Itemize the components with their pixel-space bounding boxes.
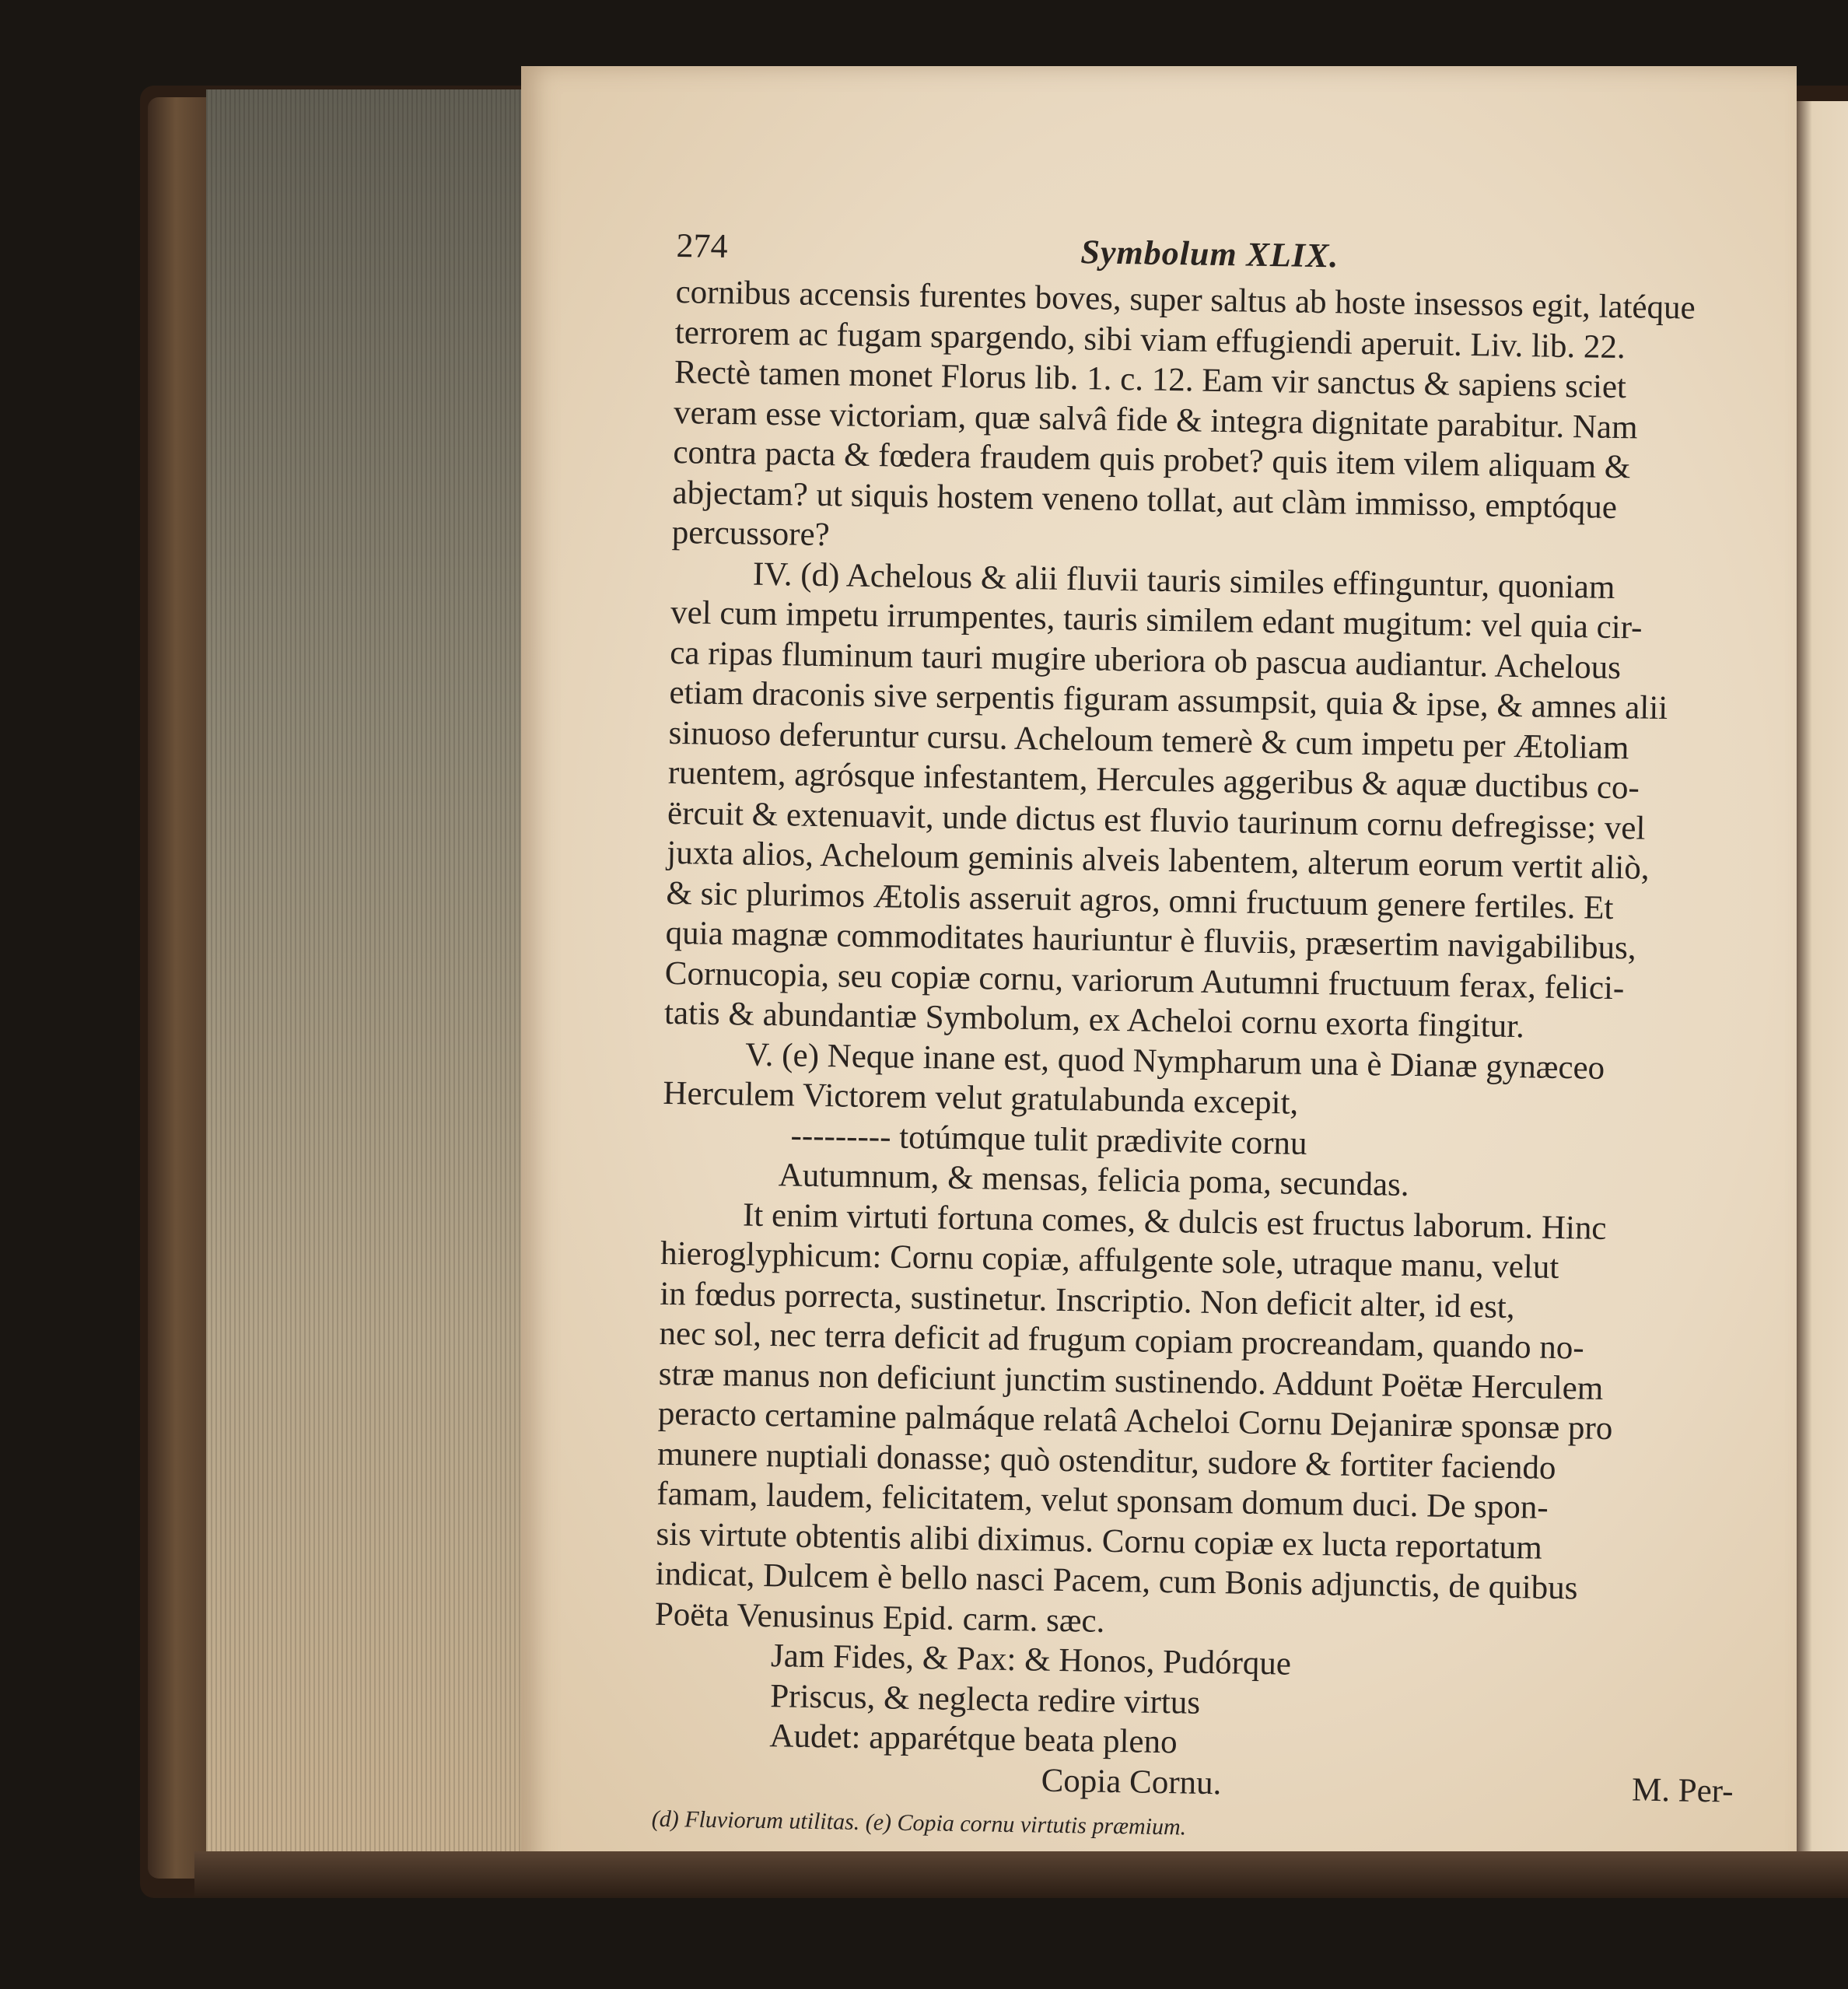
text-line: stræ manus non deficiunt junctim sustinendo. Addunt Poëtæ Herculem — [658, 1355, 1604, 1407]
text-line: ruentem, agrósque infestantem, Hercules aggeribus & aquæ ductibus co- — [667, 754, 1640, 807]
verse-line: --------- totúmque tulit prædivite cornu — [790, 1116, 1307, 1162]
footnotes: (d) Fluviorum utilitas. (e) Copia cornu virtutis præmium. — [651, 1805, 1187, 1840]
text-line: sinuoso deferuntur cursu. Acheloum temerè & cum impetu per Ætoliam — [668, 714, 1629, 766]
text-line: ca ripas fluminum tauri mugire uberiora ob pascua audiantur. Achelous — [670, 634, 1622, 686]
verse-line: Copia Cornu. — [1041, 1762, 1222, 1802]
verse-line: Autumnum, & mensas, felicia poma, secundas. — [778, 1157, 1409, 1203]
text-line: tatis & abundantiæ Symbolum, ex Acheloi cornu exorta fingitur. — [663, 994, 1525, 1045]
text-line: Cornucopia, seu copiæ cornu, variorum Autumni fructuum ferax, felici- — [664, 954, 1625, 1007]
running-title: Symbolum XLIX. — [1080, 233, 1339, 275]
text-line: veram esse victoriam, quæ salvâ fide & integra dignitate parabitur. Nam — [673, 394, 1638, 446]
verse-line: Jam Fides, & Pax: & Honos, Pudórque — [770, 1637, 1292, 1683]
text-line: cornibus accensis furentes boves, super saltus ab hoste insessos egit, latéque — [675, 273, 1696, 327]
text-line: It enim virtuti fortuna comes, & dulcis est fructus laborum. Hinc — [742, 1196, 1607, 1247]
text-line: hieroglyphicum: Cornu copiæ, affulgente sole, utraque manu, velut — [660, 1234, 1559, 1286]
text-line: IV. (d) Achelous & alii fluvii tauris similes effinguntur, quoniam — [752, 555, 1615, 606]
verse-line: Audet: apparétque beata pleno — [769, 1718, 1178, 1761]
text-line: in fœdus porrecta, sustinetur. Inscriptio. Non deficit alter, id est, — [660, 1275, 1515, 1325]
page-text — [651, 226, 1757, 1856]
page-edges — [206, 89, 525, 1863]
text-line: nec sol, nec terra deficit ad frugum copiam procreandam, quando no- — [659, 1315, 1585, 1367]
text-line: munere nuptiali donasse; quò ostenditur, sudore & fortiter faciendo — [656, 1435, 1556, 1486]
text-line: peracto certamine palmáque relatâ Acheloi Cornu Dejaniræ sponsæ pro — [657, 1395, 1613, 1448]
text-line: Rectè tamen monet Florus lib. 1. c. 12. Eam vir sanctus & sapiens sciet — [674, 353, 1627, 406]
text-line: percussore? — [671, 513, 831, 554]
text-line: Poëta Venusinus Epid. carm. sæc. — [654, 1595, 1105, 1640]
text-line: famam, laudem, felicitatem, velut sponsam domum duci. De spon- — [656, 1475, 1549, 1526]
text-line: contra pacta & fœdera fraudem quis probet? quis item vilem aliquam & — [673, 433, 1631, 486]
text-line: vel cum impetu irrumpentes, tauris similem edant mugitum: vel quia cir- — [670, 594, 1643, 646]
verse-line: Priscus, & neglecta redire virtus — [769, 1677, 1201, 1721]
facing-page-edge — [1797, 101, 1848, 1859]
text-line: & sic plurimos Ætolis asseruit agros, omni fructuum genere fertiles. Et — [666, 874, 1614, 926]
text-line: etiam draconis sive serpentis figuram assumpsit, quia & ipse, & amnes alii — [669, 674, 1668, 727]
text-line: ërcuit & extenuavit, unde dictus est fluvio taurinum cornu defregisse; vel — [667, 794, 1646, 847]
page-number: 274 — [676, 226, 728, 266]
text-line: indicat, Dulcem è bello nasci Pacem, cum Bonis adjunctis, de quibus — [655, 1555, 1578, 1607]
text-line: Herculem Victorem velut gratulabunda excepit, — [663, 1074, 1299, 1122]
text-line: terrorem ac fugam spargendo, sibi viam effugiendi aperuit. Liv. lib. 22. — [674, 313, 1626, 366]
text-line: abjectam? ut siquis hostem veneno tollat, aut clàm immisso, emptóque — [672, 474, 1618, 526]
text-line: V. (e) Neque inane est, quod Nympharum una è Dianæ gynæceo — [744, 1036, 1605, 1087]
text-line: juxta alios, Acheloum geminis alveis labentem, alterum eorum vertit aliò, — [666, 834, 1650, 887]
text-line: sis virtute obtentis alibi diximus. Cornu copiæ ex lucta reportatum — [656, 1515, 1543, 1567]
book-bottom — [194, 1851, 1848, 1898]
text-line: quia magnæ commoditates hauriuntur è fluviis, præsertim navigabilibus, — [665, 914, 1636, 967]
catchword: M. Per- — [1631, 1771, 1734, 1810]
